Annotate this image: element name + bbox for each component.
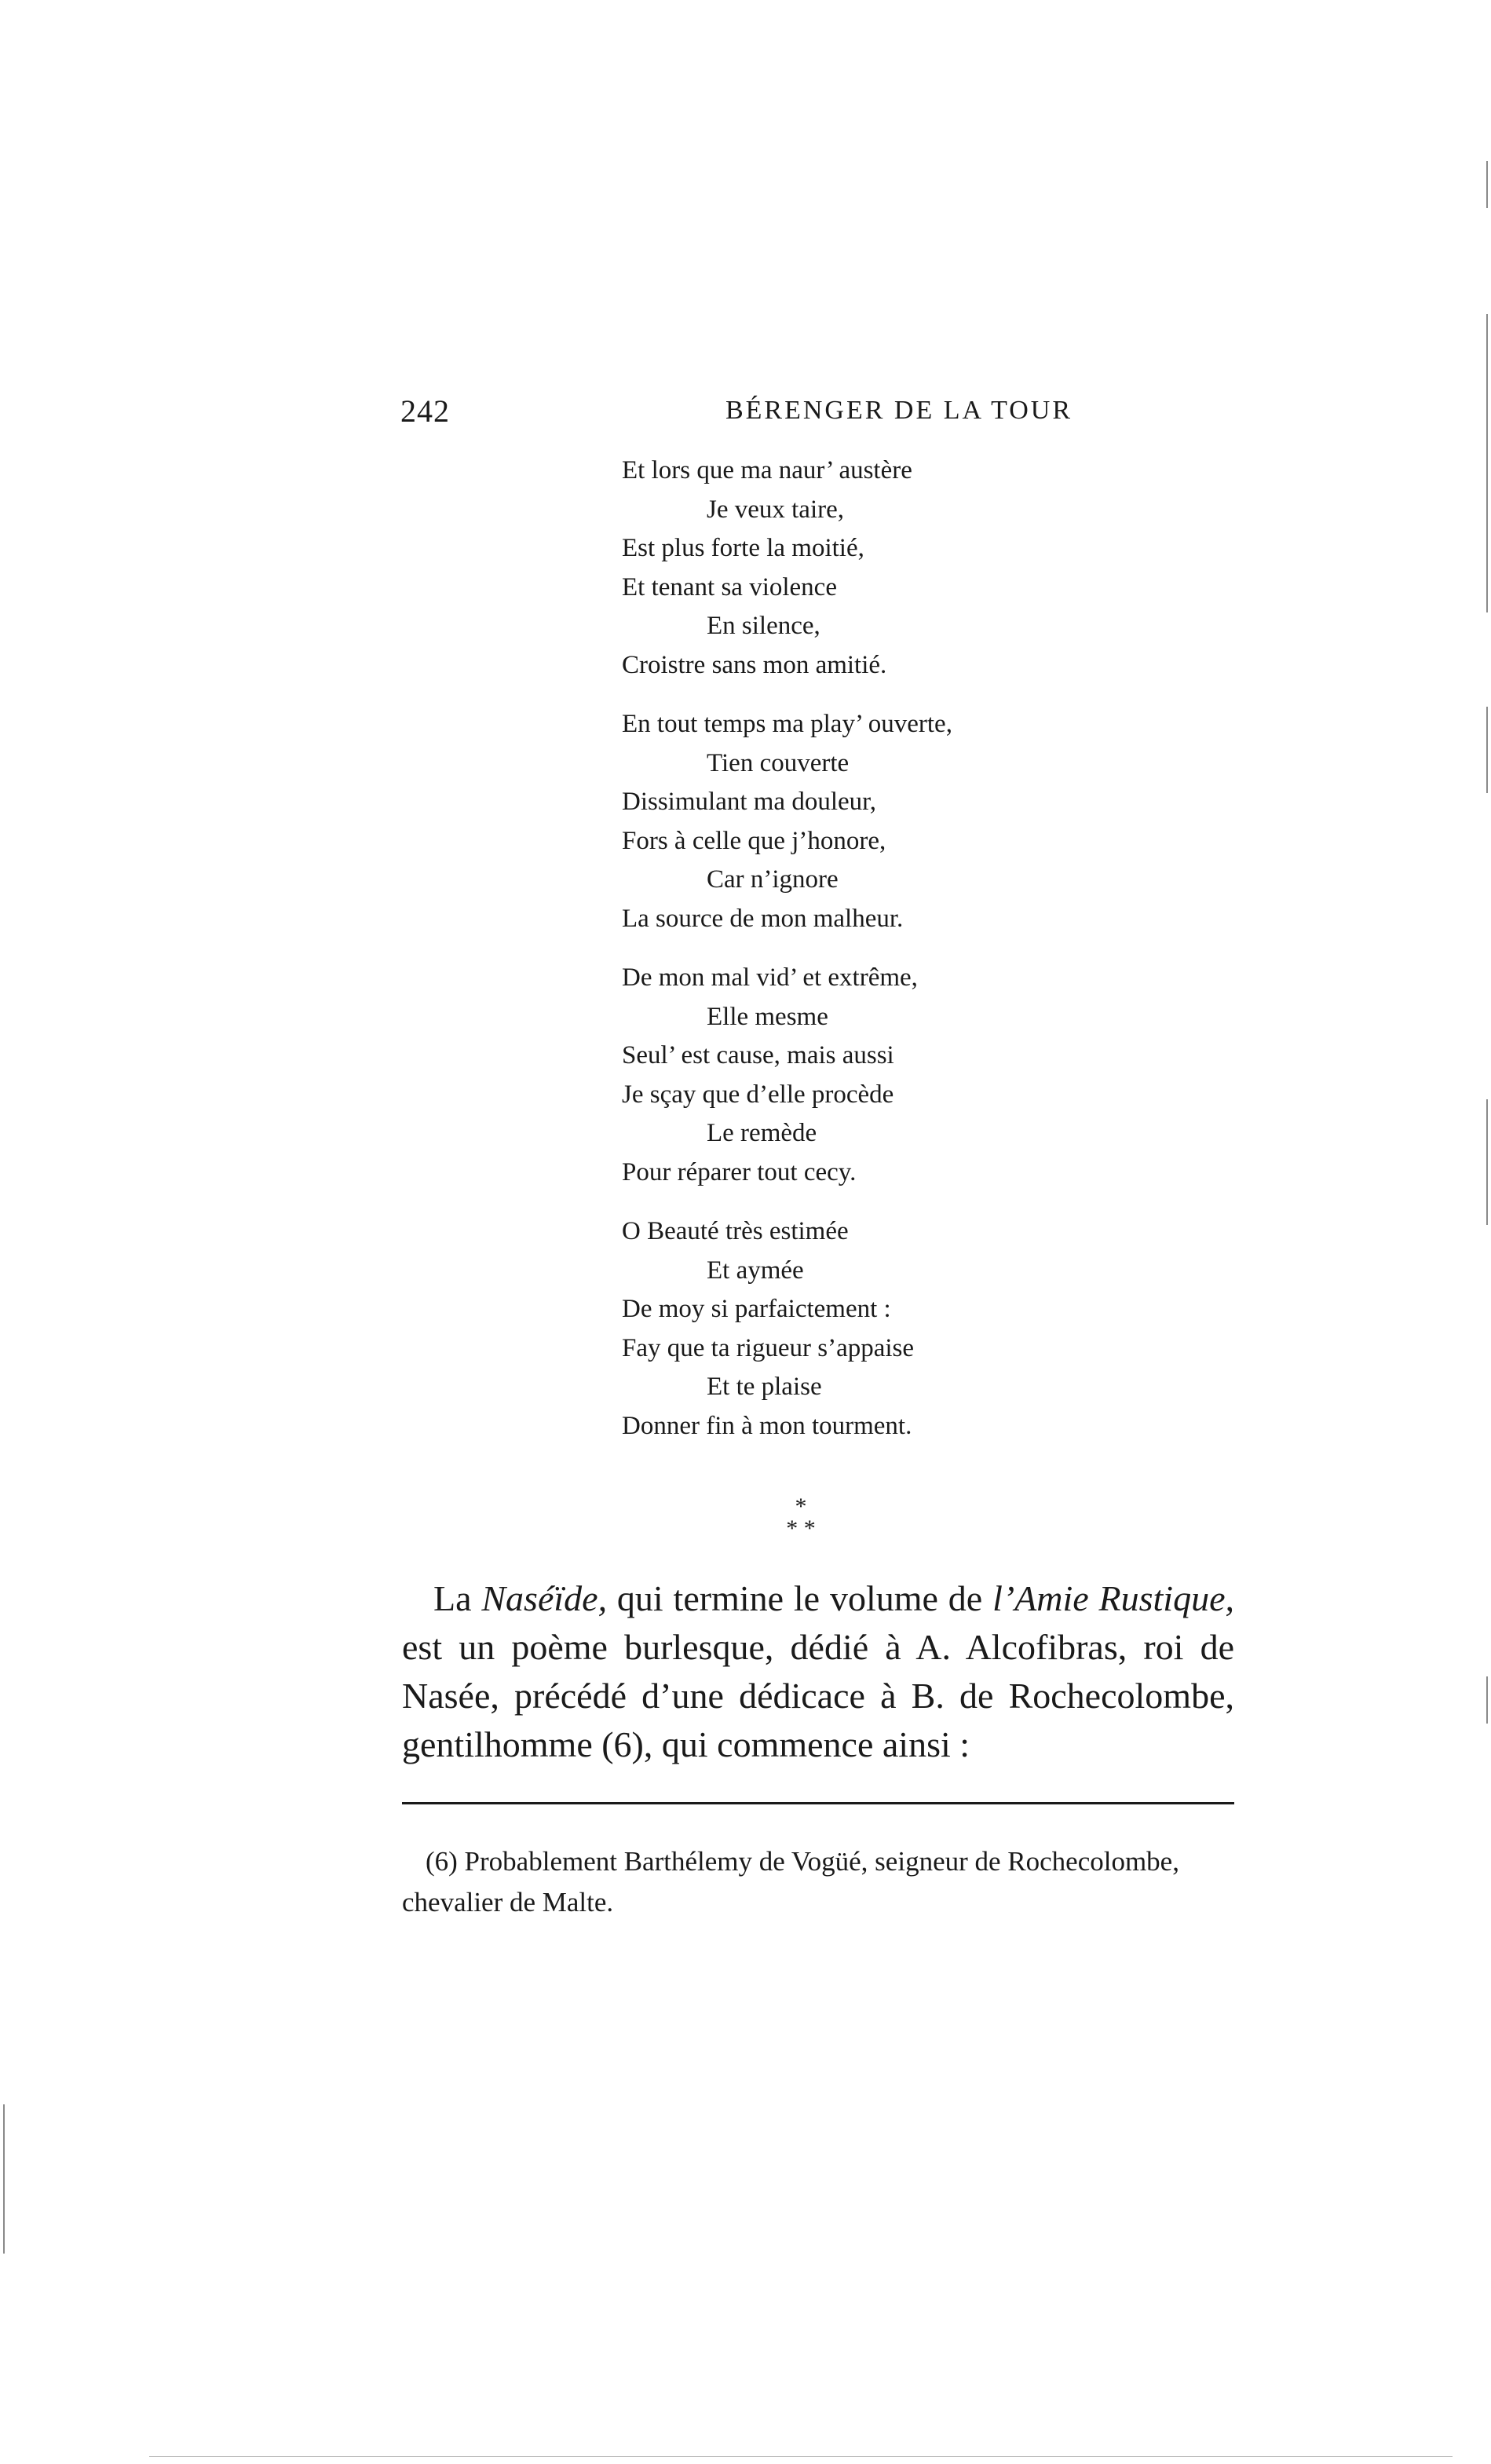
verse-line: En silence,: [707, 612, 820, 640]
stanza: [622, 451, 1187, 685]
verse-line: Et aymée: [707, 1256, 804, 1285]
verse-line: Dissimulant ma douleur,: [622, 788, 877, 816]
verse-line: La source de mon malheur.: [622, 904, 904, 933]
asterism-bottom: * *: [786, 1515, 816, 1541]
verse-line: O Beauté très estimée: [622, 1217, 849, 1245]
page-header: [400, 393, 1272, 440]
asterism-top: *: [795, 1493, 807, 1519]
verse-line: Elle mesme: [707, 1002, 828, 1031]
verse-line: Pour réparer tout cecy.: [622, 1157, 857, 1186]
stanza: [622, 959, 1187, 1192]
stanza: [622, 705, 1187, 938]
paragraph-text: est un poème burlesque, dédié à A. Alcofibras, roi de Nasée, précédé d’une dédicace à B. de Rochecolombe, gentilhomme (6), qui commence ainsi :: [402, 1627, 1234, 1764]
verse-line: Tien couverte: [707, 748, 850, 777]
poem: [622, 451, 1187, 1466]
verse-line: De moy si parfaictement :: [622, 1295, 891, 1323]
verse-line: Seul’ est cause, mais aussi: [622, 1041, 894, 1069]
paragraph-text: qui termine le volume de: [607, 1578, 993, 1618]
margin-mark: [1486, 314, 1488, 612]
paragraph: [402, 1574, 1234, 1769]
bottom-edge-line: [149, 2456, 1453, 2457]
verse-line: Je sçay que d’elle procède: [622, 1080, 894, 1109]
footnote-rule: [402, 1802, 1234, 1804]
page-number: 242: [400, 393, 450, 429]
verse-line: Donner fin à mon tourment.: [622, 1411, 912, 1440]
verse-line: Fay que ta rigueur s’appaise: [622, 1333, 915, 1362]
title-amie-rustique: l’Amie Rustique,: [992, 1578, 1235, 1618]
margin-mark: [1486, 707, 1488, 793]
verse-line: Et tenant sa violence: [622, 572, 837, 601]
verse-line: Car n’ignore: [707, 865, 839, 894]
margin-mark: [1486, 1099, 1488, 1225]
verse-line: Et lors que ma naur’ austère: [622, 456, 912, 484]
title-naseide: Naséïde,: [481, 1578, 608, 1618]
stanza: [622, 1212, 1187, 1446]
footnote-text: (6) Probablement Barthélemy de Vogüé, seigneur de Rochecolombe, chevalier de Malte.: [402, 1846, 1179, 1917]
asterism: [738, 1493, 864, 1551]
verse-line: Je veux taire,: [707, 495, 845, 524]
margin-mark: [3, 2104, 5, 2254]
verse-line: Fors à celle que j’honore,: [622, 826, 886, 855]
prose-paragraph: [402, 1574, 1234, 1769]
verse-line: En tout temps ma play’ ouverte,: [622, 710, 952, 738]
verse-line: Est plus forte la moitié,: [622, 534, 864, 562]
verse-line: Le remède: [707, 1119, 817, 1147]
verse-line: Et te plaise: [707, 1373, 822, 1401]
footnote: [402, 1841, 1238, 1923]
running-head: BÉRENGER DE LA TOUR: [725, 396, 1073, 425]
paragraph-text: La: [433, 1578, 482, 1618]
margin-mark: [1486, 1676, 1488, 1724]
margin-mark: [1486, 161, 1488, 208]
verse-line: Croistre sans mon amitié.: [622, 650, 887, 679]
verse-line: De mon mal vid’ et extrême,: [622, 963, 918, 992]
